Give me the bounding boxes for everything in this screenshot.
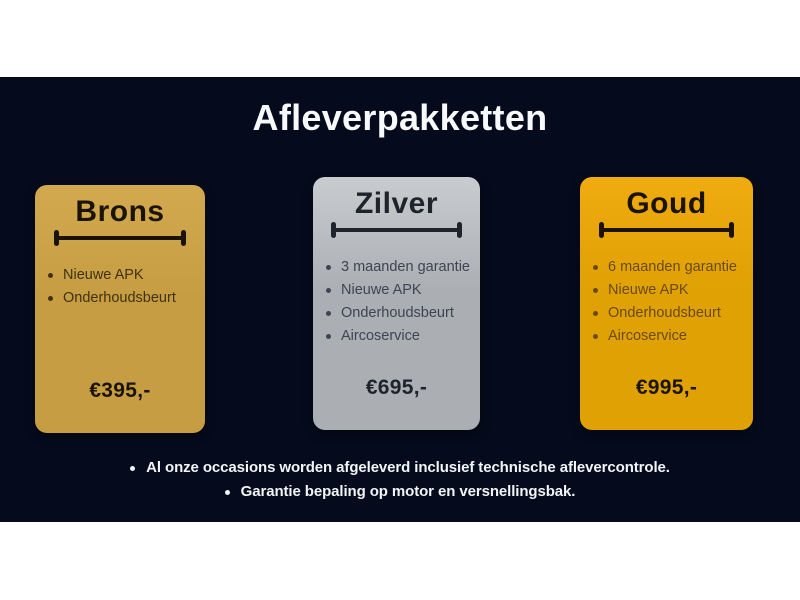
feature-list bbox=[580, 256, 753, 348]
feature-item bbox=[593, 325, 745, 348]
package-price: €395,- bbox=[89, 379, 151, 402]
feature-item bbox=[593, 302, 745, 325]
bullet-icon bbox=[48, 296, 53, 301]
feature-text: Onderhoudsbeurt bbox=[341, 305, 454, 321]
footer-note bbox=[225, 481, 576, 503]
feature-text: Nieuwe APK bbox=[63, 267, 144, 283]
feature-text: Aircoservice bbox=[608, 328, 687, 344]
package-card bbox=[580, 177, 753, 430]
feature-item bbox=[326, 325, 472, 348]
bullet-icon bbox=[593, 334, 598, 339]
feature-text: 3 maanden garantie bbox=[341, 259, 470, 275]
feature-list bbox=[313, 256, 480, 348]
package-price: €995,- bbox=[635, 376, 698, 399]
underline-bar bbox=[56, 236, 185, 240]
page-title: Afleverpakketten bbox=[252, 97, 548, 138]
feature-text: Nieuwe APK bbox=[608, 282, 689, 298]
feature-item bbox=[326, 279, 472, 302]
title-underline-icon bbox=[331, 222, 461, 238]
bullet-icon bbox=[326, 334, 331, 339]
package-card bbox=[35, 185, 205, 433]
title-underline-icon bbox=[54, 230, 187, 246]
feature-text: Aircoservice bbox=[341, 328, 420, 344]
package-name: Brons bbox=[75, 195, 165, 228]
footer-note bbox=[130, 457, 670, 479]
bullet-icon bbox=[326, 288, 331, 293]
main-panel bbox=[0, 77, 800, 522]
bullet-icon bbox=[593, 311, 598, 316]
footer-notes bbox=[0, 457, 800, 503]
underline-right-cap bbox=[729, 222, 734, 238]
bullet-icon bbox=[593, 288, 598, 293]
package-card bbox=[313, 177, 480, 430]
package-cards bbox=[0, 77, 800, 522]
underline-right-cap bbox=[181, 230, 186, 246]
feature-text: Onderhoudsbeurt bbox=[608, 305, 721, 321]
feature-text: Onderhoudsbeurt bbox=[63, 290, 176, 306]
package-name: Zilver bbox=[354, 187, 439, 220]
bullet-icon bbox=[130, 466, 135, 471]
underline-right-cap bbox=[457, 222, 462, 238]
bullet-icon bbox=[326, 311, 331, 316]
bullet-icon bbox=[593, 265, 598, 270]
feature-text: Nieuwe APK bbox=[341, 282, 422, 298]
feature-list bbox=[35, 264, 205, 310]
package-name: Goud bbox=[626, 187, 707, 220]
feature-item bbox=[593, 256, 745, 279]
bullet-icon bbox=[326, 265, 331, 270]
bullet-icon bbox=[48, 273, 53, 278]
title-underline-icon bbox=[599, 222, 734, 238]
footer-note-text: Al onze occasions worden afgeleverd inclusief technische aflevercontrole. bbox=[146, 459, 670, 476]
underline-bar bbox=[333, 228, 459, 232]
feature-item bbox=[326, 302, 472, 325]
feature-item bbox=[48, 287, 197, 310]
bullet-icon bbox=[225, 490, 230, 495]
feature-item bbox=[326, 256, 472, 279]
feature-text: 6 maanden garantie bbox=[608, 259, 737, 275]
footer-note-text: Garantie bepaling op motor en versnellingsbak. bbox=[240, 483, 576, 500]
underline-bar bbox=[601, 228, 732, 232]
feature-item bbox=[48, 264, 197, 287]
package-price: €695,- bbox=[365, 376, 428, 399]
feature-item bbox=[593, 279, 745, 302]
